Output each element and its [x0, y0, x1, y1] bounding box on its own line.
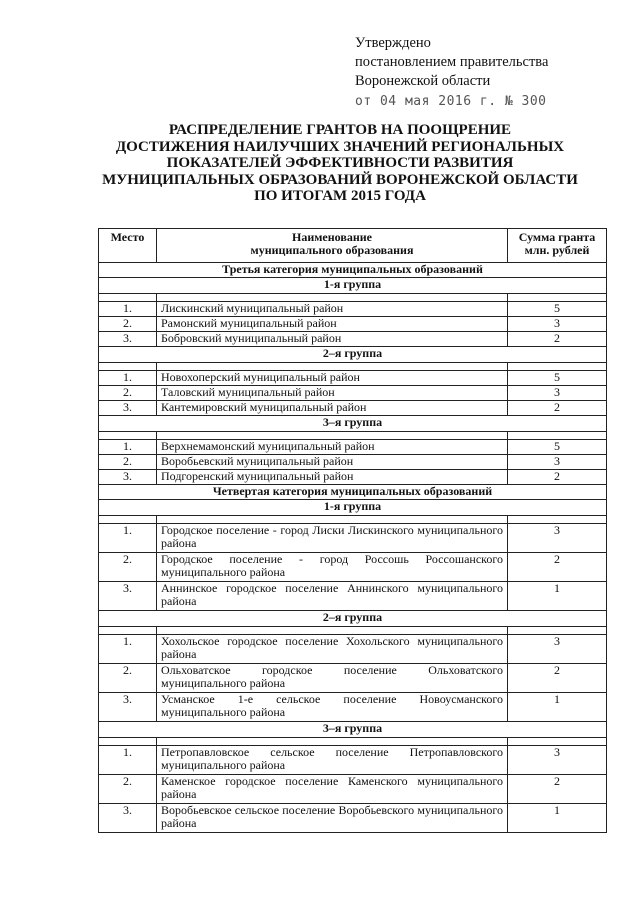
table-row: [99, 440, 607, 455]
cell-sum: 3: [508, 524, 607, 553]
group-row: [99, 347, 607, 363]
group-row: [99, 611, 607, 627]
approval-line-3: Воронежской области: [355, 73, 491, 89]
group-title: 1-я группа: [99, 500, 607, 516]
document-title: [60, 122, 620, 205]
cell-sum: 2: [508, 775, 607, 804]
cell-name: Городское поселение - город Лиски Лискинского муниципального района: [157, 524, 508, 553]
cell-sum: 1: [508, 804, 607, 833]
cell-sum: 2: [508, 553, 607, 582]
cell-name: Петропавловское сельское поселение Петропавловского муниципального района: [157, 746, 508, 775]
cell-name: Верхнемамонский муниципальный район: [157, 440, 508, 455]
cell-name: Воробьевское сельское поселение Воробьевского муниципального района: [157, 804, 508, 833]
cell-sum: 1: [508, 582, 607, 611]
group-title: 2–я группа: [99, 611, 607, 627]
cell-sum: 3: [508, 317, 607, 332]
title-line-5: ПО ИТОГАМ 2015 ГОДА: [254, 188, 426, 204]
cell-name: Аннинское городское поселение Аннинского муниципального района: [157, 582, 508, 611]
approval-block: [355, 34, 548, 111]
cell-place: 1.: [99, 635, 157, 664]
header-sum-line-2: млн. рублей: [524, 243, 590, 257]
table-row: [99, 332, 607, 347]
cell-place: 3.: [99, 470, 157, 485]
header-sum: [508, 229, 607, 263]
cell-place: 3.: [99, 693, 157, 722]
cell-place: 3.: [99, 804, 157, 833]
table-row: [99, 470, 607, 485]
cell-name: Хохольское городское поселение Хохольского муниципального района: [157, 635, 508, 664]
cell-place: 1.: [99, 302, 157, 317]
cell-sum: 5: [508, 371, 607, 386]
cell-sum: 3: [508, 386, 607, 401]
cell-name: Лискинский муниципальный район: [157, 302, 508, 317]
group-row: [99, 278, 607, 294]
cell-place: 3.: [99, 401, 157, 416]
header-name-line-2: муниципального образования: [250, 243, 414, 257]
cell-name: Подгоренский муниципальный район: [157, 470, 508, 485]
cell-name: Каменское городское поселение Каменского муниципального района: [157, 775, 508, 804]
cell-sum: 3: [508, 455, 607, 470]
approval-line-1: Утверждено: [355, 35, 431, 51]
table-row: [99, 635, 607, 664]
table-row: [99, 664, 607, 693]
table-row: [99, 804, 607, 833]
group-row: [99, 500, 607, 516]
group-title: 2–я группа: [99, 347, 607, 363]
cell-sum: 1: [508, 693, 607, 722]
cell-place: 3.: [99, 582, 157, 611]
title-line-4: МУНИЦИПАЛЬНЫХ ОБРАЗОВАНИЙ ВОРОНЕЖСКОЙ ОБЛАСТИ: [102, 171, 578, 188]
table-row: [99, 371, 607, 386]
header-place: Место: [99, 229, 157, 263]
cell-name: Городское поселение - город Россошь Россошанского муниципального района: [157, 553, 508, 582]
cell-sum: 2: [508, 401, 607, 416]
group-title: 3–я группа: [99, 416, 607, 432]
cell-place: 1.: [99, 371, 157, 386]
cell-name: Бобровский муниципальный район: [157, 332, 508, 347]
cell-name: Усманское 1-е сельское поселение Новоусманского муниципального района: [157, 693, 508, 722]
table-body: [99, 263, 607, 833]
table-row: [99, 455, 607, 470]
cell-name: Новохоперский муниципальный район: [157, 371, 508, 386]
category-row: [99, 485, 607, 500]
cell-place: 2.: [99, 664, 157, 693]
approval-date-stamp: от 04 мая 2016 г. № 300: [355, 94, 547, 109]
cell-name: Воробьевский муниципальный район: [157, 455, 508, 470]
category-title: Четвертая категория муниципальных образований: [99, 485, 607, 500]
group-row: [99, 722, 607, 738]
table-row: [99, 693, 607, 722]
cell-place: 2.: [99, 386, 157, 401]
header-name-line-1: Наименование: [292, 230, 372, 244]
cell-place: 2.: [99, 317, 157, 332]
table-row: [99, 746, 607, 775]
cell-name: Ольховатское городское поселение Ольховатского муниципального района: [157, 664, 508, 693]
table-row: [99, 317, 607, 332]
table-row: [99, 582, 607, 611]
category-row: [99, 263, 607, 278]
table-header-row: [99, 229, 607, 263]
cell-name: Рамонский муниципальный район: [157, 317, 508, 332]
title-line-1: РАСПРЕДЕЛЕНИЕ ГРАНТОВ НА ПООЩРЕНИЕ: [168, 122, 512, 138]
cell-name: Кантемировский муниципальный район: [157, 401, 508, 416]
cell-sum: 3: [508, 746, 607, 775]
cell-sum: 5: [508, 440, 607, 455]
cell-place: 2.: [99, 775, 157, 804]
title-line-3: ПОКАЗАТЕЛЕЙ ЭФФЕКТИВНОСТИ РАЗВИТИЯ: [166, 155, 514, 171]
cell-place: 2.: [99, 455, 157, 470]
cell-sum: 5: [508, 302, 607, 317]
cell-place: 1.: [99, 746, 157, 775]
title-line-2: ДОСТИЖЕНИЯ НАИЛУЧШИХ ЗНАЧЕНИЙ РЕГИОНАЛЬНЫХ: [115, 138, 565, 155]
cell-sum: 2: [508, 470, 607, 485]
group-title: 3–я группа: [99, 722, 607, 738]
table-row: [99, 401, 607, 416]
cell-sum: 2: [508, 332, 607, 347]
approval-line-2: постановлением правительства: [355, 54, 549, 70]
header-name: [157, 229, 508, 263]
cell-place: 3.: [99, 332, 157, 347]
cell-sum: 3: [508, 635, 607, 664]
cell-place: 1.: [99, 440, 157, 455]
group-row: [99, 416, 607, 432]
grants-table: [98, 228, 607, 833]
cell-sum: 2: [508, 664, 607, 693]
cell-place: 2.: [99, 553, 157, 582]
cell-place: 1.: [99, 524, 157, 553]
table-row: [99, 775, 607, 804]
category-title: Третья категория муниципальных образований: [99, 263, 607, 278]
header-sum-line-1: Сумма гранта: [518, 230, 596, 244]
group-title: 1-я группа: [99, 278, 607, 294]
table-row: [99, 302, 607, 317]
table-row: [99, 386, 607, 401]
table-row: [99, 524, 607, 553]
table-row: [99, 553, 607, 582]
cell-name: Таловский муниципальный район: [157, 386, 508, 401]
